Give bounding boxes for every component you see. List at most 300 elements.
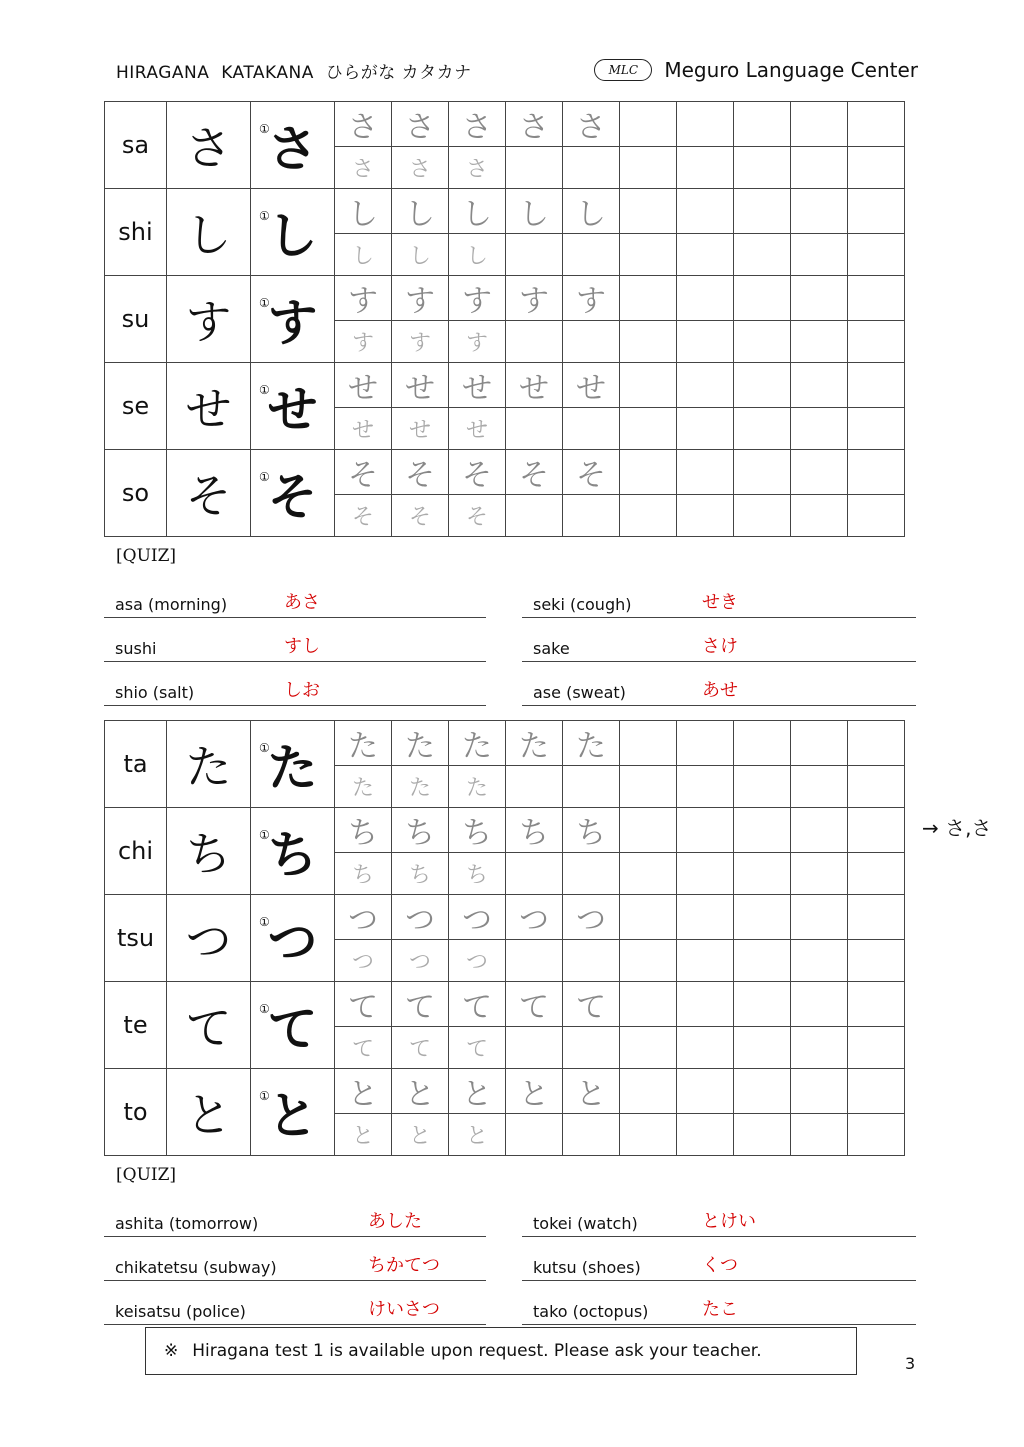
stroke-kana: す xyxy=(267,294,318,352)
romaji-label: so xyxy=(105,450,167,537)
practice-cell[interactable]: さ xyxy=(335,102,392,147)
trace-cell[interactable] xyxy=(620,234,677,276)
practice-cell[interactable] xyxy=(620,450,677,495)
trace-cell[interactable] xyxy=(563,321,620,363)
trace-cell[interactable]: す xyxy=(449,321,506,363)
trace-cell[interactable] xyxy=(791,147,848,189)
trace-cell[interactable] xyxy=(848,940,905,982)
trace-cell[interactable]: そ xyxy=(392,495,449,537)
quiz-answer: あした xyxy=(368,1211,422,1232)
trace-cell[interactable]: と xyxy=(335,1114,392,1156)
practice-cell[interactable]: し xyxy=(506,189,563,234)
practice-cell[interactable] xyxy=(677,102,734,147)
trace-cell[interactable]: し xyxy=(392,234,449,276)
practice-cell[interactable]: ち xyxy=(506,808,563,853)
trace-cell[interactable] xyxy=(734,940,791,982)
stroke-number: ① xyxy=(259,1002,270,1016)
quiz-label: [QUIZ] xyxy=(116,1165,177,1185)
trace-cell[interactable]: つ xyxy=(449,940,506,982)
trace-cell[interactable]: ち xyxy=(335,853,392,895)
org-name: Meguro Language Center xyxy=(664,58,918,82)
quiz-word: asa (morning) xyxy=(115,595,228,614)
practice-cell[interactable]: そ xyxy=(563,450,620,495)
practice-cell[interactable]: せ xyxy=(335,363,392,408)
trace-cell[interactable] xyxy=(620,321,677,363)
practice-cell[interactable]: ち xyxy=(392,808,449,853)
notice-box xyxy=(145,1327,857,1375)
stroke-order-kana xyxy=(251,721,335,808)
stroke-number: ① xyxy=(259,828,270,842)
trace-cell[interactable] xyxy=(848,495,905,537)
quiz-item xyxy=(522,681,916,706)
trace-cell[interactable] xyxy=(791,1114,848,1156)
quiz-answer: ちかてつ xyxy=(368,1255,440,1276)
trace-cell[interactable] xyxy=(563,495,620,537)
stroke-order-kana xyxy=(251,1069,335,1156)
stroke-number: ① xyxy=(259,296,270,310)
practice-cell[interactable]: た xyxy=(563,721,620,766)
trace-cell[interactable]: た xyxy=(335,766,392,808)
practice-cell[interactable]: ち xyxy=(335,808,392,853)
practice-cell[interactable]: し xyxy=(335,189,392,234)
stroke-order-kana xyxy=(251,102,335,189)
kana-sample: そ xyxy=(167,450,251,537)
trace-cell[interactable] xyxy=(620,495,677,537)
trace-cell[interactable] xyxy=(791,940,848,982)
trace-cell[interactable] xyxy=(563,766,620,808)
trace-cell[interactable] xyxy=(848,766,905,808)
stroke-order-kana xyxy=(251,276,335,363)
trace-cell[interactable]: さ xyxy=(335,147,392,189)
romaji-label: se xyxy=(105,363,167,450)
trace-cell[interactable]: と xyxy=(392,1114,449,1156)
romaji-label: chi xyxy=(105,808,167,895)
practice-cell[interactable]: す xyxy=(392,276,449,321)
practice-cell[interactable] xyxy=(677,721,734,766)
practice-cell[interactable]: し xyxy=(449,189,506,234)
practice-cell[interactable] xyxy=(620,982,677,1027)
practice-cell[interactable]: つ xyxy=(506,895,563,940)
practice-cell[interactable]: て xyxy=(392,982,449,1027)
trace-cell[interactable] xyxy=(506,408,563,450)
trace-cell[interactable]: そ xyxy=(449,495,506,537)
kana-row xyxy=(105,895,905,940)
side-note: → さ,さ xyxy=(922,816,992,840)
trace-cell[interactable]: た xyxy=(392,766,449,808)
kana-row xyxy=(105,189,905,234)
practice-cell[interactable] xyxy=(620,895,677,940)
practice-cell[interactable]: さ xyxy=(506,102,563,147)
stroke-kana: て xyxy=(267,1000,318,1058)
kana-sample: さ xyxy=(167,102,251,189)
trace-cell[interactable] xyxy=(563,853,620,895)
trace-cell[interactable] xyxy=(791,234,848,276)
practice-cell[interactable] xyxy=(734,982,791,1027)
trace-cell[interactable] xyxy=(506,147,563,189)
practice-cell[interactable]: た xyxy=(392,721,449,766)
trace-cell[interactable] xyxy=(506,940,563,982)
practice-cell[interactable]: た xyxy=(335,721,392,766)
trace-cell[interactable]: せ xyxy=(335,408,392,450)
romaji-label: shi xyxy=(105,189,167,276)
practice-cell[interactable]: さ xyxy=(392,102,449,147)
kana-sample: ち xyxy=(167,808,251,895)
quiz-item xyxy=(104,637,486,662)
practice-cell[interactable] xyxy=(677,363,734,408)
kana-sample: し xyxy=(167,189,251,276)
quiz-word: keisatsu (police) xyxy=(115,1302,246,1321)
stroke-order-kana xyxy=(251,363,335,450)
romaji-label: ta xyxy=(105,721,167,808)
practice-cell[interactable] xyxy=(677,276,734,321)
practice-cell[interactable] xyxy=(677,982,734,1027)
trace-cell[interactable] xyxy=(848,408,905,450)
practice-cell[interactable]: と xyxy=(335,1069,392,1114)
practice-cell[interactable]: す xyxy=(335,276,392,321)
practice-cell[interactable]: す xyxy=(563,276,620,321)
trace-cell[interactable] xyxy=(791,408,848,450)
stroke-number: ① xyxy=(259,915,270,929)
trace-cell[interactable] xyxy=(848,1027,905,1069)
trace-cell[interactable]: つ xyxy=(335,940,392,982)
practice-cell[interactable]: て xyxy=(563,982,620,1027)
quiz-item xyxy=(104,681,486,706)
stroke-kana: た xyxy=(267,739,318,797)
practice-cell[interactable]: さ xyxy=(449,102,506,147)
trace-cell[interactable] xyxy=(563,1114,620,1156)
practice-cell[interactable]: す xyxy=(506,276,563,321)
trace-cell[interactable]: さ xyxy=(392,147,449,189)
kana-row xyxy=(105,102,905,147)
practice-cell[interactable] xyxy=(848,276,905,321)
practice-cell[interactable] xyxy=(848,189,905,234)
practice-cell[interactable] xyxy=(677,808,734,853)
practice-cell[interactable] xyxy=(848,1069,905,1114)
trace-cell[interactable] xyxy=(734,321,791,363)
trace-cell[interactable] xyxy=(506,321,563,363)
practice-cell[interactable] xyxy=(791,189,848,234)
trace-cell[interactable] xyxy=(563,1027,620,1069)
trace-cell[interactable] xyxy=(791,853,848,895)
kana-sample: せ xyxy=(167,363,251,450)
quiz-item xyxy=(522,593,916,618)
trace-cell[interactable]: て xyxy=(335,1027,392,1069)
practice-cell[interactable] xyxy=(791,895,848,940)
quiz-word: tokei (watch) xyxy=(533,1214,638,1233)
trace-cell[interactable]: す xyxy=(392,321,449,363)
trace-cell[interactable] xyxy=(506,1114,563,1156)
kana-row xyxy=(105,363,905,408)
stroke-number: ① xyxy=(259,122,270,136)
practice-cell[interactable]: て xyxy=(449,982,506,1027)
trace-cell[interactable] xyxy=(734,853,791,895)
trace-cell[interactable] xyxy=(734,1027,791,1069)
practice-cell[interactable]: す xyxy=(449,276,506,321)
romaji-label: te xyxy=(105,982,167,1069)
practice-cell[interactable]: つ xyxy=(335,895,392,940)
trace-cell[interactable] xyxy=(677,321,734,363)
stroke-kana: ち xyxy=(267,826,318,884)
practice-cell[interactable] xyxy=(734,102,791,147)
quiz-word: shio (salt) xyxy=(115,683,195,702)
trace-cell[interactable] xyxy=(563,147,620,189)
stroke-number: ① xyxy=(259,383,270,397)
practice-table-sa-row xyxy=(104,101,905,537)
practice-cell[interactable] xyxy=(848,721,905,766)
practice-cell[interactable] xyxy=(848,363,905,408)
stroke-order-kana xyxy=(251,895,335,982)
practice-cell[interactable] xyxy=(791,363,848,408)
stroke-order-kana xyxy=(251,982,335,1069)
stroke-kana: せ xyxy=(267,381,318,439)
practice-cell[interactable]: そ xyxy=(335,450,392,495)
trace-cell[interactable] xyxy=(734,147,791,189)
trace-cell[interactable] xyxy=(563,234,620,276)
stroke-order-kana xyxy=(251,189,335,276)
practice-cell[interactable]: と xyxy=(392,1069,449,1114)
practice-cell[interactable] xyxy=(620,721,677,766)
practice-cell[interactable] xyxy=(734,363,791,408)
trace-cell[interactable] xyxy=(620,853,677,895)
practice-cell[interactable] xyxy=(734,189,791,234)
practice-cell[interactable]: ち xyxy=(449,808,506,853)
kana-sample: て xyxy=(167,982,251,1069)
trace-cell[interactable] xyxy=(734,1114,791,1156)
trace-cell[interactable]: て xyxy=(449,1027,506,1069)
trace-cell[interactable] xyxy=(677,147,734,189)
trace-cell[interactable]: さ xyxy=(449,147,506,189)
practice-cell[interactable]: せ xyxy=(563,363,620,408)
mlc-logo: MLC xyxy=(594,59,652,81)
practice-cell[interactable]: つ xyxy=(392,895,449,940)
practice-cell[interactable] xyxy=(791,450,848,495)
trace-cell[interactable] xyxy=(506,495,563,537)
practice-cell[interactable]: と xyxy=(563,1069,620,1114)
trace-cell[interactable]: つ xyxy=(392,940,449,982)
trace-cell[interactable] xyxy=(620,766,677,808)
practice-cell[interactable] xyxy=(791,808,848,853)
stroke-number: ① xyxy=(259,741,270,755)
practice-cell[interactable]: さ xyxy=(563,102,620,147)
trace-cell[interactable]: て xyxy=(392,1027,449,1069)
quiz-answer: けいさつ xyxy=(368,1299,440,1320)
kana-sample: す xyxy=(167,276,251,363)
practice-cell[interactable] xyxy=(677,450,734,495)
practice-cell[interactable] xyxy=(620,189,677,234)
stroke-order-kana xyxy=(251,450,335,537)
practice-cell[interactable] xyxy=(677,895,734,940)
practice-cell[interactable]: そ xyxy=(449,450,506,495)
trace-cell[interactable] xyxy=(563,408,620,450)
practice-cell[interactable]: て xyxy=(335,982,392,1027)
quiz-answer: あせ xyxy=(702,680,738,701)
practice-cell[interactable]: て xyxy=(506,982,563,1027)
practice-cell[interactable] xyxy=(848,450,905,495)
trace-cell[interactable] xyxy=(620,1114,677,1156)
note-text: Hiragana test 1 is available upon request. Please ask your teacher. xyxy=(192,1341,762,1361)
trace-cell[interactable] xyxy=(677,766,734,808)
trace-cell[interactable]: せ xyxy=(449,408,506,450)
quiz-word: chikatetsu (subway) xyxy=(115,1258,277,1277)
practice-cell[interactable] xyxy=(848,895,905,940)
trace-cell[interactable] xyxy=(734,408,791,450)
practice-cell[interactable]: と xyxy=(449,1069,506,1114)
stroke-number: ① xyxy=(259,209,270,223)
trace-cell[interactable] xyxy=(734,495,791,537)
practice-cell[interactable] xyxy=(620,276,677,321)
stroke-kana: し xyxy=(267,207,318,265)
practice-cell[interactable] xyxy=(848,808,905,853)
trace-cell[interactable] xyxy=(734,766,791,808)
trace-cell[interactable]: た xyxy=(449,766,506,808)
practice-cell[interactable] xyxy=(620,1069,677,1114)
trace-cell[interactable] xyxy=(677,853,734,895)
note-mark: ※ xyxy=(164,1341,179,1361)
kana-row xyxy=(105,276,905,321)
quiz-item xyxy=(104,1256,486,1281)
header-org xyxy=(594,58,918,82)
practice-cell[interactable]: せ xyxy=(392,363,449,408)
practice-cell[interactable] xyxy=(734,276,791,321)
practice-table-ta-row xyxy=(104,720,905,1156)
trace-cell[interactable] xyxy=(620,408,677,450)
stroke-number: ① xyxy=(259,470,270,484)
trace-cell[interactable]: そ xyxy=(335,495,392,537)
practice-cell[interactable] xyxy=(791,1069,848,1114)
practice-cell[interactable]: と xyxy=(506,1069,563,1114)
quiz-word: ase (sweat) xyxy=(533,683,626,702)
practice-cell[interactable] xyxy=(791,276,848,321)
quiz-item xyxy=(104,1300,486,1325)
quiz-item xyxy=(522,1300,916,1325)
quiz-item xyxy=(104,1212,486,1237)
practice-cell[interactable]: つ xyxy=(449,895,506,940)
trace-cell[interactable] xyxy=(677,940,734,982)
quiz-word: sushi xyxy=(115,639,157,658)
stroke-kana: そ xyxy=(267,468,318,526)
trace-cell[interactable] xyxy=(734,234,791,276)
stroke-order-kana xyxy=(251,808,335,895)
practice-cell[interactable]: つ xyxy=(563,895,620,940)
practice-cell[interactable] xyxy=(734,895,791,940)
romaji-label: sa xyxy=(105,102,167,189)
trace-cell[interactable] xyxy=(506,766,563,808)
practice-cell[interactable] xyxy=(677,1069,734,1114)
quiz-word: sake xyxy=(533,639,570,658)
practice-cell[interactable] xyxy=(734,1069,791,1114)
stroke-kana: と xyxy=(267,1087,318,1145)
trace-cell[interactable]: し xyxy=(449,234,506,276)
practice-cell[interactable] xyxy=(791,721,848,766)
practice-cell[interactable] xyxy=(677,189,734,234)
trace-cell[interactable]: す xyxy=(335,321,392,363)
quiz-word: kutsu (shoes) xyxy=(533,1258,641,1277)
page-header xyxy=(116,58,918,82)
trace-cell[interactable] xyxy=(506,234,563,276)
quiz-answer: せき xyxy=(702,592,738,613)
stroke-kana: つ xyxy=(267,913,318,971)
practice-cell[interactable] xyxy=(791,102,848,147)
trace-cell[interactable] xyxy=(848,321,905,363)
trace-cell[interactable]: ち xyxy=(449,853,506,895)
quiz-answer: とけい xyxy=(702,1211,756,1232)
practice-cell[interactable]: し xyxy=(563,189,620,234)
trace-cell[interactable] xyxy=(677,1114,734,1156)
trace-cell[interactable] xyxy=(791,495,848,537)
trace-cell[interactable] xyxy=(563,940,620,982)
practice-cell[interactable] xyxy=(620,102,677,147)
quiz-item xyxy=(104,593,486,618)
practice-cell[interactable]: そ xyxy=(506,450,563,495)
quiz-answer: すし xyxy=(284,636,320,657)
practice-cell[interactable] xyxy=(734,450,791,495)
kana-row xyxy=(105,808,905,853)
trace-cell[interactable] xyxy=(677,234,734,276)
stroke-number: ① xyxy=(259,1089,270,1103)
trace-cell[interactable] xyxy=(506,853,563,895)
practice-cell[interactable] xyxy=(734,721,791,766)
trace-cell[interactable] xyxy=(677,495,734,537)
practice-cell[interactable] xyxy=(620,808,677,853)
trace-cell[interactable] xyxy=(848,147,905,189)
trace-cell[interactable]: ち xyxy=(392,853,449,895)
practice-cell[interactable]: せ xyxy=(506,363,563,408)
trace-cell[interactable] xyxy=(677,1027,734,1069)
trace-cell[interactable] xyxy=(848,1114,905,1156)
trace-cell[interactable] xyxy=(620,1027,677,1069)
practice-cell[interactable]: せ xyxy=(449,363,506,408)
romaji-label: to xyxy=(105,1069,167,1156)
practice-cell[interactable] xyxy=(620,363,677,408)
quiz-label: [QUIZ] xyxy=(116,546,177,566)
kana-sample: と xyxy=(167,1069,251,1156)
practice-cell[interactable]: た xyxy=(506,721,563,766)
kana-row xyxy=(105,982,905,1027)
trace-cell[interactable] xyxy=(791,321,848,363)
quiz-item xyxy=(522,1212,916,1237)
practice-cell[interactable]: ち xyxy=(563,808,620,853)
page-number: 3 xyxy=(905,1354,916,1373)
practice-cell[interactable]: し xyxy=(392,189,449,234)
trace-cell[interactable]: せ xyxy=(392,408,449,450)
quiz-word: tako (octopus) xyxy=(533,1302,649,1321)
practice-cell[interactable] xyxy=(791,982,848,1027)
quiz-item xyxy=(522,1256,916,1281)
practice-cell[interactable]: そ xyxy=(392,450,449,495)
kana-row xyxy=(105,450,905,495)
trace-cell[interactable] xyxy=(620,147,677,189)
trace-cell[interactable] xyxy=(620,940,677,982)
trace-cell[interactable] xyxy=(677,408,734,450)
kana-row xyxy=(105,1069,905,1114)
practice-cell[interactable] xyxy=(848,102,905,147)
trace-cell[interactable]: と xyxy=(449,1114,506,1156)
practice-cell[interactable]: た xyxy=(449,721,506,766)
trace-cell[interactable] xyxy=(506,1027,563,1069)
trace-cell[interactable] xyxy=(848,234,905,276)
quiz-answer: しお xyxy=(284,680,320,701)
trace-cell[interactable] xyxy=(791,766,848,808)
trace-cell[interactable] xyxy=(791,1027,848,1069)
trace-cell[interactable] xyxy=(848,853,905,895)
stroke-kana: さ xyxy=(267,120,318,178)
trace-cell[interactable]: し xyxy=(335,234,392,276)
practice-cell[interactable] xyxy=(734,808,791,853)
practice-cell[interactable] xyxy=(848,982,905,1027)
quiz-item xyxy=(522,637,916,662)
quiz-word: seki (cough) xyxy=(533,595,632,614)
romaji-label: su xyxy=(105,276,167,363)
